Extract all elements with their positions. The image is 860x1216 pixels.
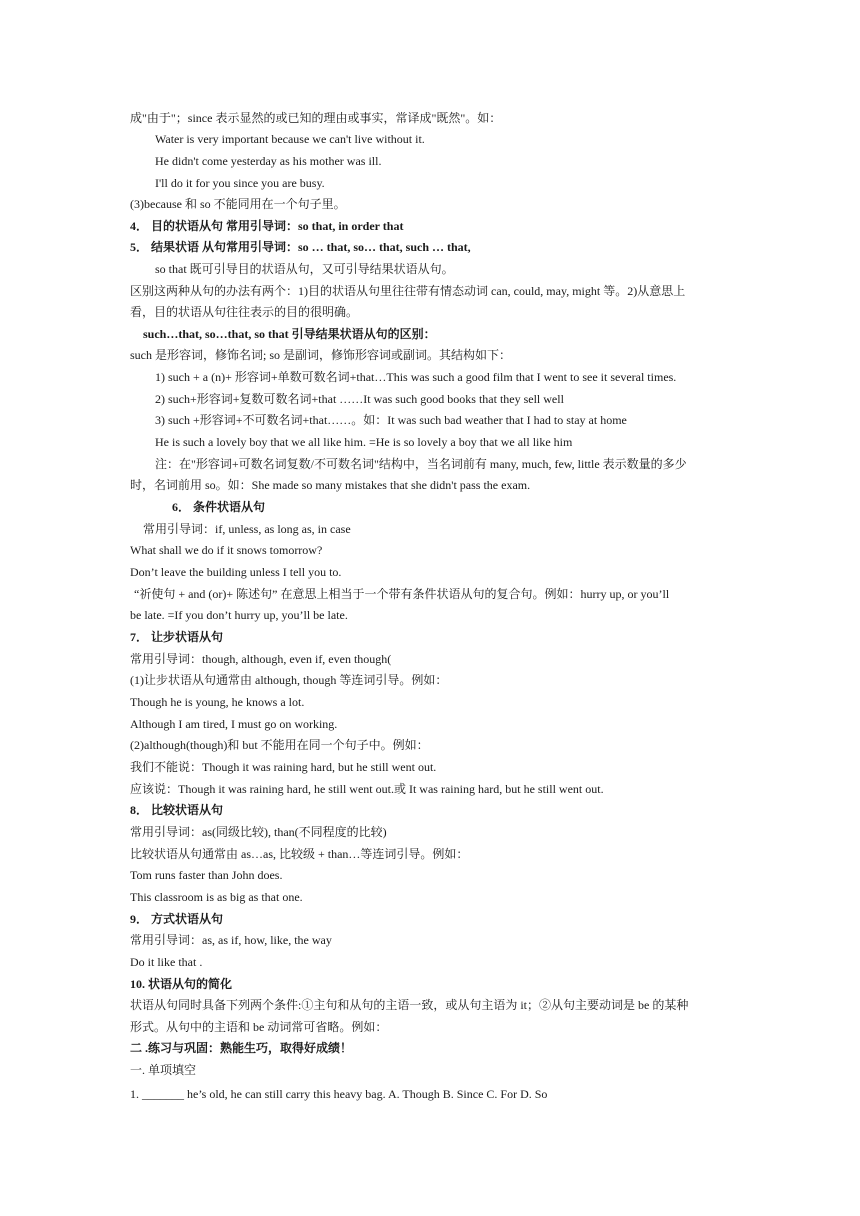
example-sentence: Although I am tired, I must go on working. bbox=[130, 717, 338, 731]
structure-item: 1) such + a (n)+ 形容词+单数可数名词+that…This was such a good film that I went to see it several times. bbox=[155, 370, 677, 384]
note-line: 时，名词前用 so。如：She made so many mistakes that she didn't pass the exam. bbox=[130, 478, 531, 492]
text-line: so that 既可引导目的状语从句，又可引导结果状语从句。 bbox=[155, 262, 454, 276]
example-sentence: Do it like that . bbox=[130, 955, 203, 969]
example-sentence: I'll do it for you since you are busy. bbox=[155, 176, 325, 190]
note-line: 注：在"形容词+可数名词复数/不可数名词"结构中，当名词前有 many, much, few, little 表示数量的多少 bbox=[155, 457, 687, 471]
text-line: “祈使句 + and (or)+ 陈述句” 在意思上相当于一个带有条件状语从句的复合句。例如：hurry up, or you’ll bbox=[134, 587, 670, 601]
section-heading: 6． 条件状语从句 bbox=[172, 500, 266, 514]
section-heading: 7． 让步状语从句 bbox=[130, 630, 224, 644]
structure-item: 2) such+形容词+复数可数名词+that ……It was such good books that they sell well bbox=[155, 392, 564, 406]
example-sentence: Don’t leave the building unless I tell you to. bbox=[130, 565, 342, 579]
section-heading: 9． 方式状语从句 bbox=[130, 912, 224, 926]
section-heading: 4． 目的状语从句 常用引导词：so that, in order that bbox=[130, 219, 404, 233]
example-sentence: 我们不能说：Though it was raining hard, but he still went out. bbox=[130, 760, 437, 774]
text-line: 常用引导词：if, unless, as long as, in case bbox=[143, 522, 351, 536]
text-line: 常用引导词：though, although, even if, even though( bbox=[130, 652, 392, 666]
subsection-heading: such…that, so…that, so that 引导结果状语从句的区别： bbox=[143, 327, 436, 341]
part-heading: 二 .练习与巩固：熟能生巧，取得好成绩！ bbox=[130, 1041, 353, 1055]
text-line: (3)because 和 so 不能同用在一个句子里。 bbox=[130, 197, 346, 211]
text-line: be late. =If you don’t hurry up, you’ll be late. bbox=[130, 608, 348, 622]
exercise-question: 1. _______ he’s old, he can still carry this heavy bag. A. Though B. Since C. For D. So bbox=[130, 1087, 548, 1101]
example-sentence: 应该说：Though it was raining hard, he still went out.或 It was raining hard, but he still went out. bbox=[130, 782, 604, 796]
section-heading: 8． 比较状语从句 bbox=[130, 803, 224, 817]
example-sentence: Though he is young, he knows a lot. bbox=[130, 695, 305, 709]
example-sentence: Tom runs faster than John does. bbox=[130, 868, 283, 882]
text-line: 看，目的状语从句往往表示的目的很明确。 bbox=[130, 305, 359, 319]
text-line: 常用引导词：as, as if, how, like, the way bbox=[130, 933, 332, 947]
text-line: 成"由于"；since 表示显然的或已知的理由或事实，常译成"既然"。如： bbox=[130, 111, 502, 125]
text-line: 常用引导词：as(同级比较), than(不同程度的比较) bbox=[130, 825, 387, 839]
exercise-heading: 一. 单项填空 bbox=[130, 1063, 197, 1077]
example-sentence: He is such a lovely boy that we all like him. =He is so lovely a boy that we all like him bbox=[155, 435, 573, 449]
text-line: (2)although(though)和 but 不能用在同一个句子中。例如： bbox=[130, 738, 429, 752]
section-heading: 10. 状语从句的简化 bbox=[130, 977, 233, 991]
text-line: 状语从句同时具备下列两个条件:①主句和从句的主语一致，或从句主语为 it；②从句主要动词是 be 的某种 bbox=[130, 998, 689, 1012]
example-sentence: He didn't come yesterday as his mother was ill. bbox=[155, 154, 382, 168]
text-line: 区别这两种从句的办法有两个：1)目的状语从句里往往带有情态动词 can, could, may, might 等。2)从意思上 bbox=[130, 284, 686, 298]
example-sentence: What shall we do if it snows tomorrow? bbox=[130, 543, 323, 557]
text-line: 比较状语从句通常由 as…as, 比较级 + than…等连词引导。例如： bbox=[130, 847, 469, 861]
text-line: (1)让步状语从句通常由 although, though 等连词引导。例如： bbox=[130, 673, 448, 687]
text-line: 形式。从句中的主语和 be 动词常可省略。例如： bbox=[130, 1020, 388, 1034]
section-heading: 5． 结果状语 从句常用引导词：so … that, so… that, such … that, bbox=[130, 240, 471, 254]
example-sentence: Water is very important because we can't live without it. bbox=[155, 132, 425, 146]
example-sentence: This classroom is as big as that one. bbox=[130, 890, 303, 904]
text-line: such 是形容词，修饰名词; so 是副词，修饰形容词或副词。其结构如下： bbox=[130, 348, 512, 362]
structure-item: 3) such +形容词+不可数名词+that……。如：It was such bad weather that I had to stay at home bbox=[155, 413, 627, 427]
